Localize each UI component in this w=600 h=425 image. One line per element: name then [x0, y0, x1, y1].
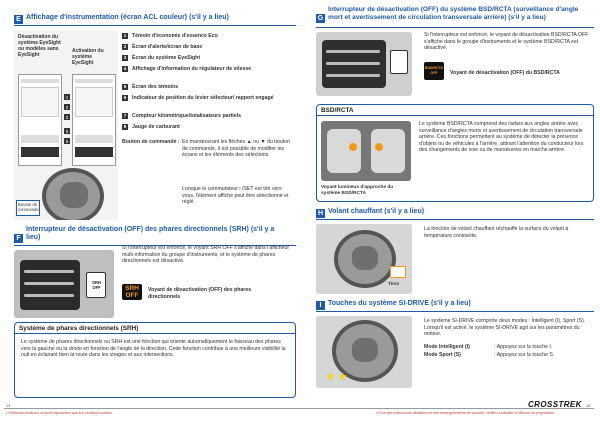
- si-drive-button-i[interactable]: [326, 372, 335, 381]
- footer-note-right: • Pour des instructions détaillées et des renseignements de sécurité, veuillez consulter le Manuel du propriétaire.: [376, 411, 556, 415]
- mode-i-text: : Appuyez sur la touche I.: [494, 344, 553, 350]
- page-number-left: 14: [6, 403, 11, 408]
- list-item: 6 Indicateur de position du levier sélecteur/ rapport engagé: [123, 94, 274, 101]
- buttons-heading: Bouton de commande :: [122, 139, 180, 145]
- section-g-title: Interrupteur de désactivation (OFF) du système BSD/RCTA (surveillance d'angle mort et avertissement de circulation transversale arrière) (s'il y a lieu): [328, 6, 579, 21]
- bsd-switch-image: [316, 32, 412, 96]
- cluster-screen-left: [18, 74, 62, 166]
- srh-off-switch[interactable]: SRH OFF: [86, 272, 106, 298]
- bsd-off-switch[interactable]: [390, 50, 408, 74]
- steering-wheel-hub: [60, 182, 88, 208]
- heated-wheel-switch[interactable]: [390, 266, 406, 278]
- section-h-title: Volant chauffant (s'il y a lieu): [328, 208, 425, 215]
- list-item: 5 Écran des témoins: [123, 83, 179, 90]
- srh-description: Si l'interrupteur est enfoncé, le voyant SRH OFF s'affiche dans l'afficheur multi-information du groupe d'instruments, et le système de phares directionnels est désactivé.: [122, 245, 290, 265]
- eyesight-on-label: Activation du système EyeSight: [72, 48, 104, 66]
- instrument-cluster-image: [14, 30, 118, 220]
- srh-off-indicator: SRH OFF: [122, 284, 142, 300]
- section-letter-f: F: [14, 234, 23, 243]
- buttons-description-2: Lorsque le commutateur i /SET est tiré vers vous, l'élément affiché peut être sélectionné et réglé.: [182, 186, 289, 206]
- warning-light-icon: [349, 143, 357, 151]
- section-i-title: Touches du système SI-DRIVE (s'il y a lieu): [328, 300, 471, 307]
- srh-info-box-text: Le système de phares directionnels ou SRH est une fonction qui oriente automatiquement le faisceau des phares vers la gauche ou la droite en fonction de l'angle de la direction. Cette fonction contribue à une meilleure visibilité la nuit en éclairant bien la route dans les virages et aux intersections.: [21, 339, 286, 359]
- bsd-info-box: [316, 104, 594, 202]
- footer-rule: [4, 408, 300, 409]
- cluster-tag-3: 3: [65, 114, 69, 120]
- heated-wheel-description: La fonction de volant chauffant réchauffe la surface du volant à température constante.: [424, 226, 569, 239]
- section-e-header: [14, 14, 296, 26]
- list-item: 2 Écran d'alerte/écran de base: [123, 43, 203, 50]
- section-g-header: [316, 6, 594, 28]
- section-f-header: [14, 226, 296, 246]
- bsd-off-indicator: BSD/RCTA OFF: [424, 62, 444, 80]
- pull-label: Tirez: [388, 282, 400, 287]
- cluster-screen-right: [72, 74, 116, 166]
- warning-light-icon: [375, 143, 383, 151]
- cluster-tag-6: 6: [65, 138, 69, 144]
- mirror-indicator-image: [321, 121, 411, 181]
- mirror-indicator-caption: Voyant lumineux d'approche du système BSD/RCTA: [321, 185, 394, 196]
- control-button-callout: Bouton de commande: [16, 200, 40, 216]
- mirror-right: [371, 129, 405, 173]
- section-h-header: [316, 208, 594, 220]
- mode-s-text: : Appuyez sur la touche S.: [494, 352, 555, 358]
- si-drive-image: [316, 316, 412, 388]
- section-letter-i: I: [316, 301, 325, 310]
- section-letter-g: G: [317, 15, 324, 22]
- bsd-indicator-caption: Voyant de désactivation (OFF) du BSD/RCTA: [450, 70, 560, 76]
- section-letter-e: E: [14, 15, 23, 24]
- list-item: 8 Jauge de carburant: [123, 123, 180, 130]
- srh-indicator-caption: Voyant de désactivation (OFF) des phares directionnels: [148, 287, 252, 300]
- list-item: 3 Écran du système EyeSight: [123, 54, 201, 61]
- brand-logo: CROSSTREK: [528, 400, 582, 409]
- dash-panel: [20, 260, 80, 310]
- footer-note-left: • Certaines fonctions ne sont disponibles que sur certains modèles.: [6, 411, 113, 415]
- bsd-description: Si l'interrupteur est enfoncé, le voyant de désactivation BSD/RCTA OFF s'affiche dans le groupe d'instruments et le système BSD/RCTA est désactivé.: [424, 32, 589, 52]
- eyesight-off-label: Désactivation du système EyeSight ou modèles sans EyeSight: [18, 34, 61, 58]
- list-item: 1 Témoin d'économie d'essence Eco: [123, 32, 218, 39]
- section-e-title: Affichage d'instrumentation (écran ACL couleur) (s'il y a lieu): [26, 14, 229, 21]
- srh-info-box-title: Système de phares directionnels (SRH): [15, 323, 295, 334]
- mode-s-label: Mode Sport (S): [424, 352, 461, 358]
- buttons-description-1: En manœuvrant les flèches ▲ ou ▼ du bouton de commande, il est possible de modifier les écrans et les éléments des sélections.: [182, 139, 291, 159]
- list-item: 4 Affichage d'information du régulateur de vitesse: [123, 65, 252, 72]
- cluster-tag-5: 5: [65, 128, 69, 134]
- srh-info-box: [14, 322, 296, 398]
- page-number-right: 15: [586, 403, 591, 408]
- heated-wheel-image: [316, 224, 412, 294]
- section-letter-h: H: [317, 210, 324, 217]
- cluster-tag-2: 2: [65, 104, 69, 110]
- srh-switch-image: [14, 250, 114, 318]
- bsd-info-box-title: BSD/RCTA: [317, 105, 593, 116]
- bsd-info-box-text: Le système BSD/RCTA comprend des radars aux angles arrière avec surveillance d'angles morts et avertissement de circulation transversale arrière. Ces fonctions permettent au système de détecter la présence d'objets ou de véhicules à l'arrière, attirant l'attention du conducteur lors des changements de voie ou de manœuvres en marche arrière.: [419, 121, 584, 154]
- mode-i-label: Mode Intelligent (I): [424, 344, 470, 350]
- right-page: [300, 0, 600, 425]
- section-f-title: Interrupteur de désactivation (OFF) des phares directionnels (SRH) (s'il y a lieu): [26, 226, 275, 241]
- si-drive-description: Le système SI-DRIVE comporte deux modes : Intelligent (I), Sport (S). Lorsqu'il est activé, le système SI-DRIVE agit sur les paramètres du moteur.: [424, 318, 586, 338]
- cluster-tag-1: 1: [65, 94, 69, 100]
- list-item: 7 Compteur kilométrique/totalisateurs partiels: [123, 112, 241, 119]
- section-i-header: [316, 300, 594, 312]
- mirror-left: [327, 129, 361, 173]
